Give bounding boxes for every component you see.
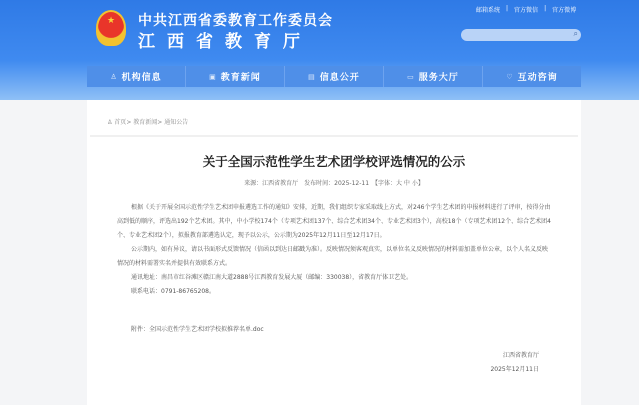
crumb-news[interactable]: 教育新闻 [133,119,158,126]
nav-service-hall[interactable] [384,66,483,87]
link-email[interactable]: 邮箱系统 [476,7,501,14]
divider: | [544,5,547,12]
chat-icon: ♡ [506,72,514,81]
attachment-link[interactable]: 附件：全国示范性学生艺术团学校拟推荐名单.doc [131,326,264,333]
crumb-sep: > [157,119,163,126]
nav-info-disclosure[interactable] [285,66,384,87]
link-wechat[interactable]: 官方微信 [514,7,539,14]
national-emblem-icon: ★ [96,10,126,46]
nav-label: 互动咨询 [517,73,558,83]
link-weibo[interactable]: 官方微博 [552,7,577,14]
org-name: 中共江西省委教育工作委员会 [138,13,333,29]
nav-label: 教育新闻 [220,73,261,83]
nav-label: 信息公开 [319,73,360,83]
address: 通讯地址：南昌市红谷滩区赣江南大道2888号江西教育发展大厦（邮编：330038），省教育厅体卫艺处。 [131,274,413,281]
top-links [476,5,576,14]
paragraph: 公示期内，如有异议，请以书面形式反馈情况（信函以到达日邮戳为准）。反映情况须客观真实，以单位名义反映情况的材料需加盖单位公章，以个人名义反映情况的材料需署实名并提供有效联系方式。 [117,246,549,267]
divider [90,135,578,137]
org-icon: ♙ [110,72,118,81]
paragraph: 根据《关于开展全国示范性学生艺术团申报遴选工作的通知》安排，近期，我们组织专家采取线上方式，对246个学生艺术团的申报材料进行了评审，按得分由高到低的顺序，评选出192个艺术团。其中，中小学校174个（专项艺术团137个、综合艺术团34个、专业艺术团3个），高校18个（专项艺术团12个、综合艺术团4个、专业艺术团2个），拟报教育部遴选认定，现予以公示，公示期为2025年12月11日至12月17日。 [117,204,551,239]
divider: | [506,5,509,12]
crumb-sep: > [126,119,132,126]
phone: 联系电话：0791-86765208。 [131,288,215,295]
crumb-notice[interactable]: 通知公告 [164,119,189,126]
doc-icon: ▤ [308,72,316,81]
crumb-home[interactable]: 首页 [114,119,127,126]
news-icon: ▣ [209,72,217,81]
nav-education-news[interactable] [186,66,285,87]
nav-label: 机构信息 [121,73,162,83]
main-nav [87,66,581,87]
article-body [117,201,551,299]
signature [490,349,539,377]
monitor-icon: ▭ [407,72,415,81]
search-icon[interactable]: ⌕ [573,29,578,38]
article-meta: 来源：江西省教育厅 发布时间：2025-12-11 【字体：大 中 小】 [244,180,424,187]
sign-date: 2025年12月11日 [490,366,539,373]
nav-consult[interactable] [483,66,581,87]
search-input[interactable] [461,29,581,41]
nav-label: 服务大厅 [418,73,459,83]
breadcrumb [107,117,188,126]
signer: 江西省教育厅 [502,352,539,359]
article-title: 关于全国示范性学生艺术团学校评选情况的公示 [202,154,466,169]
location-icon: ♙ [107,119,115,126]
site-title: 江西省教育厅 [138,32,312,52]
article-panel [87,100,581,405]
nav-org-info[interactable] [87,66,186,87]
